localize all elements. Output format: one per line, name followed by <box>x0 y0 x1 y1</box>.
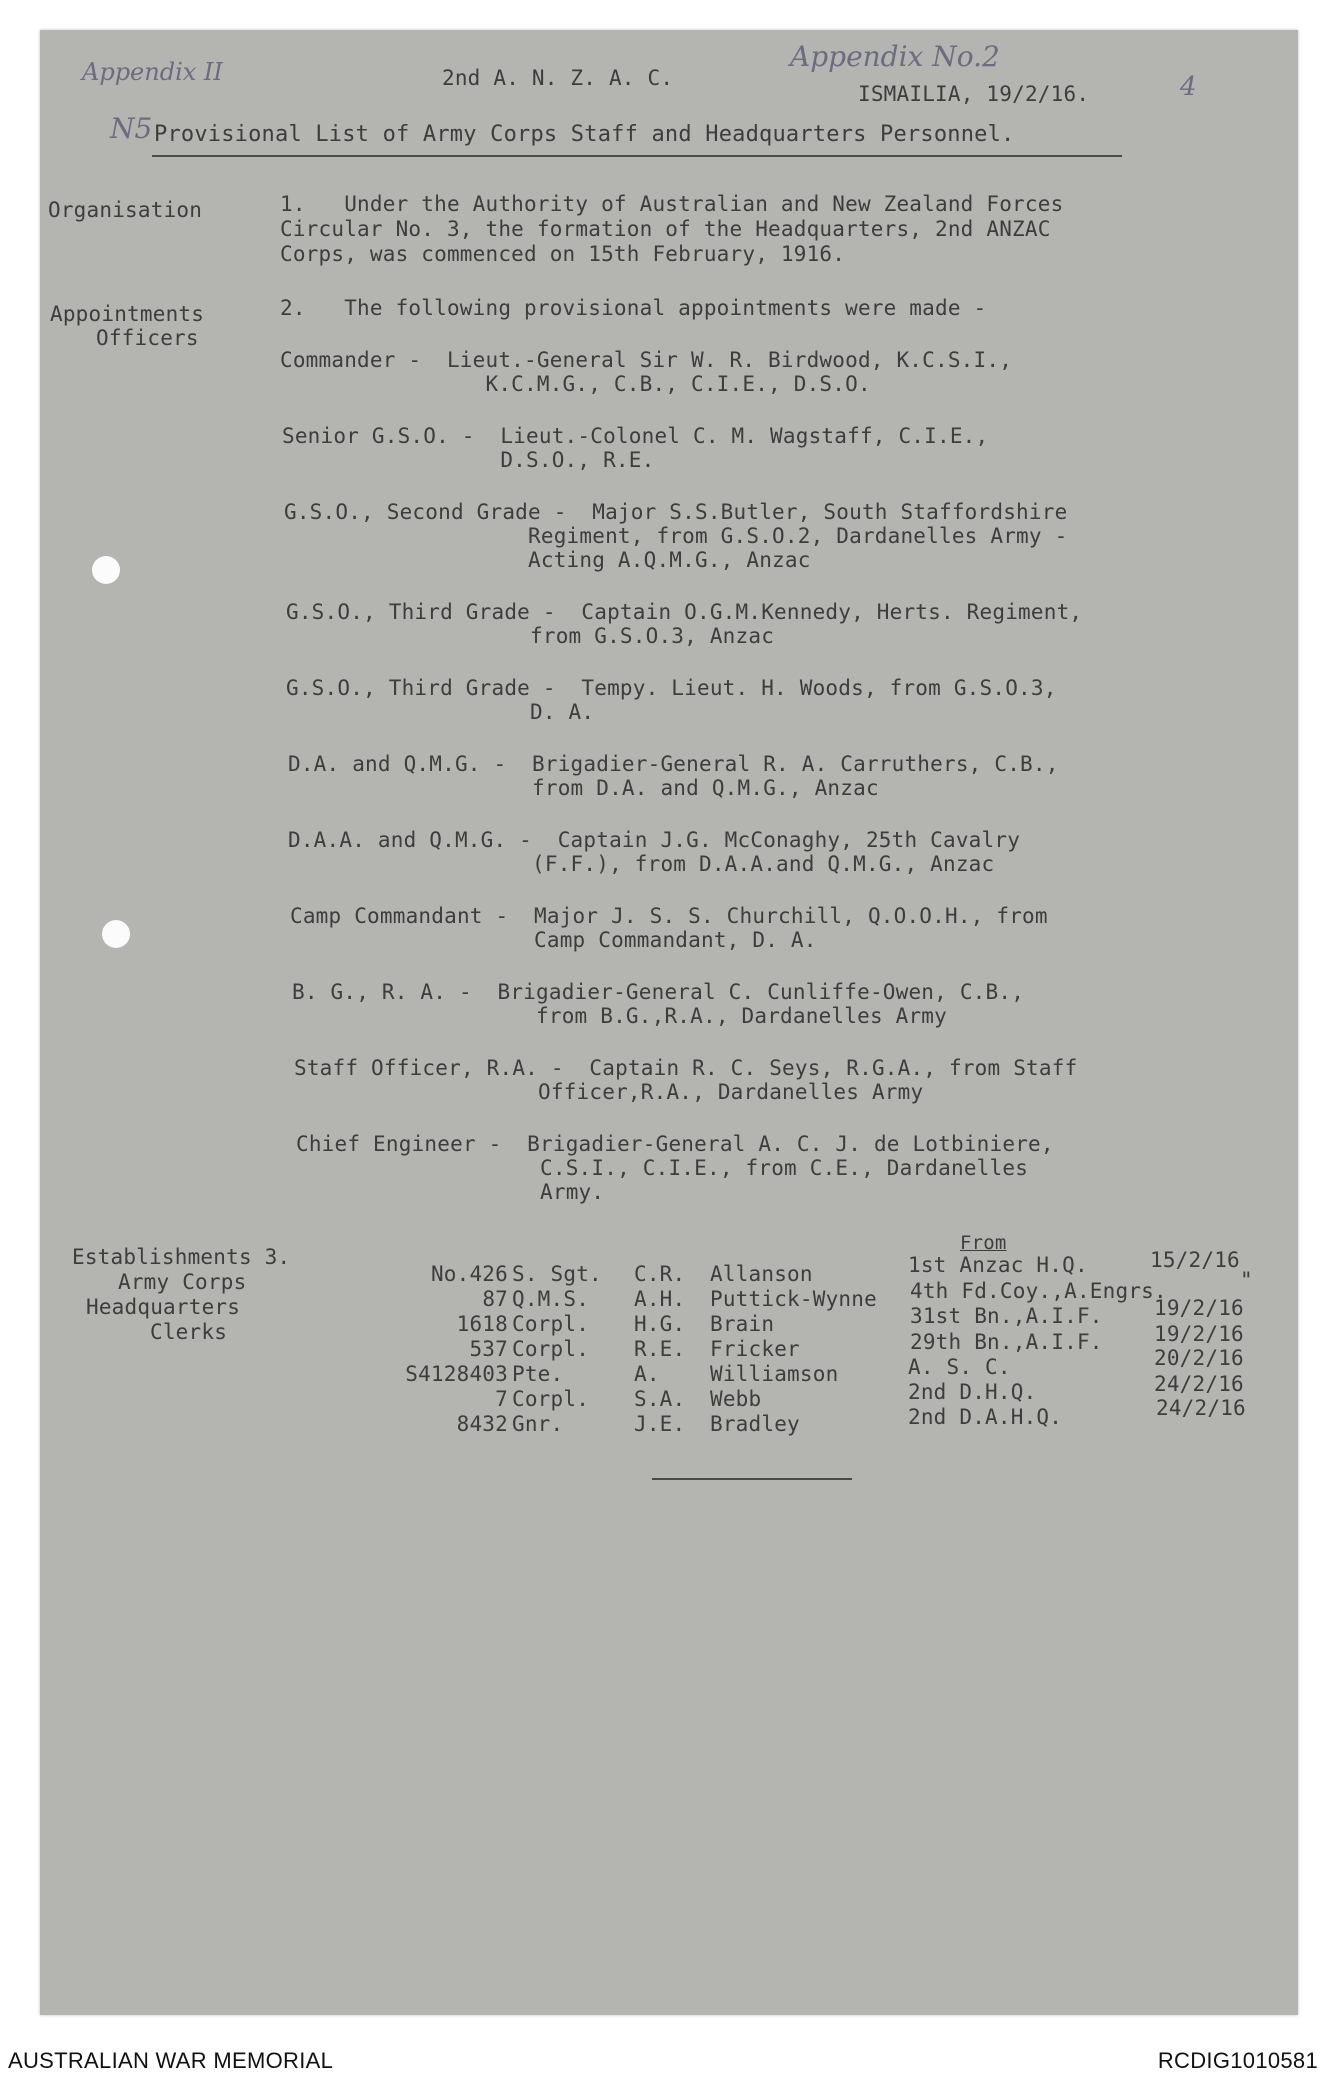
appointment-line: B. G., R. A. - Brigadier-General C. Cunliffe-Owen, C.B., <box>292 980 1025 1004</box>
date: 19/2/16 <box>1154 1322 1244 1346</box>
document-title: Provisional List of Army Corps Staff and Headquarters Personnel. <box>154 122 1015 147</box>
service-number: 87 <box>482 1287 508 1311</box>
rank: Pte. <box>512 1362 564 1386</box>
organisation-line: Circular No. 3, the formation of the Headquarters, 2nd ANZAC <box>280 217 1051 241</box>
rank: Q.M.S. <box>512 1287 590 1311</box>
appointment-line: Camp Commandant, D. A. <box>290 928 817 952</box>
from-unit: 31st Bn.,A.I.F. <box>910 1304 1103 1328</box>
handwritten-appendix-right: Appendix No.2 <box>790 40 1000 73</box>
appointment-line: Regiment, from G.S.O.2, Dardanelles Army - <box>284 524 1068 548</box>
appointment-line: D.A. and Q.M.G. - Brigadier-General R. A. Carruthers, C.B., <box>288 752 1059 776</box>
column-header-from: From <box>960 1232 1007 1254</box>
margin-appointments: Appointments <box>50 302 205 326</box>
margin-headquarters: Headquarters <box>86 1295 241 1319</box>
date: 20/2/16 <box>1154 1346 1244 1370</box>
appointments-intro: 2. The following provisional appointments were made - <box>280 296 987 320</box>
margin-clerks: Clerks <box>150 1320 228 1344</box>
rank: S. Sgt. <box>512 1262 602 1286</box>
date: 24/2/16 <box>1154 1372 1244 1396</box>
appointment-line: Officer,R.A., Dardanelles Army <box>294 1080 924 1104</box>
appointment-line: Army. <box>296 1180 605 1204</box>
from-unit: 2nd D.H.Q. <box>908 1380 1037 1404</box>
appointment-line: G.S.O., Third Grade - Tempy. Lieut. H. Woods, from G.S.O.3, <box>286 676 1057 700</box>
appointment-line: Acting A.Q.M.G., Anzac <box>284 548 811 572</box>
header-place-date: ISMAILIA, 19/2/16. <box>858 82 1090 106</box>
surname: Bradley <box>710 1412 800 1436</box>
appointment-line: D.A.A. and Q.M.G. - Captain J.G. McConaghy, 25th Cavalry <box>288 828 1021 852</box>
service-number: 1618 <box>456 1312 508 1336</box>
surname: Williamson <box>710 1362 839 1386</box>
initials: R.E. <box>634 1337 686 1361</box>
date: 19/2/16 <box>1154 1296 1244 1320</box>
appointment-line: Senior G.S.O. - Lieut.-Colonel C. M. Wagstaff, C.I.E., <box>282 424 989 448</box>
date: 24/2/16 <box>1156 1396 1246 1420</box>
footer-archive-name: AUSTRALIAN WAR MEMORIAL <box>8 2048 334 2073</box>
initials: J.E. <box>634 1412 686 1436</box>
organisation-line: Corps, was commenced on 15th February, 1916. <box>280 242 846 266</box>
handwritten-page-number: 4 <box>1180 72 1197 102</box>
from-unit: 2nd D.A.H.Q. <box>908 1405 1063 1429</box>
appointment-line: Staff Officer, R.A. - Captain R. C. Seys, R.G.A., from Staff <box>294 1056 1078 1080</box>
organisation-line: 1. Under the Authority of Australian and New Zealand Forces <box>280 192 1064 216</box>
initials: A.H. <box>634 1287 686 1311</box>
service-number: 537 <box>469 1337 508 1361</box>
from-unit: 1st Anzac H.Q. <box>908 1253 1088 1277</box>
appointment-line: D.S.O., R.E. <box>282 448 655 472</box>
appointment-line: D. A. <box>286 700 595 724</box>
surname: Brain <box>710 1312 775 1336</box>
surname: Puttick-Wynne <box>710 1287 877 1311</box>
appointment-line: K.C.M.G., C.B., C.I.E., D.S.O. <box>280 372 871 396</box>
margin-organisation: Organisation <box>48 198 203 222</box>
appointment-line: G.S.O., Second Grade - Major S.S.Butler, South Staffordshire <box>284 500 1068 524</box>
initials: S.A. <box>634 1387 686 1411</box>
date: 15/2/16 <box>1150 1248 1240 1272</box>
date: " <box>1240 1268 1253 1292</box>
service-number: 7 <box>495 1387 508 1411</box>
footer-record-id: RCDIG1010581 <box>1157 2048 1318 2073</box>
service-number: No.426 <box>430 1262 508 1286</box>
margin-officers: Officers <box>96 326 199 350</box>
rank: Corpl. <box>512 1337 590 1361</box>
from-unit: 29th Bn.,A.I.F. <box>910 1330 1103 1354</box>
appointment-line: G.S.O., Third Grade - Captain O.G.M.Kennedy, Herts. Regiment, <box>286 600 1083 624</box>
surname: Webb <box>710 1387 762 1411</box>
appointment-line: from B.G.,R.A., Dardanelles Army <box>292 1004 947 1028</box>
initials: H.G. <box>634 1312 686 1336</box>
header-unit: 2nd A. N. Z. A. C. <box>442 66 674 90</box>
appointment-line: (F.F.), from D.A.A.and Q.M.G., Anzac <box>288 852 995 876</box>
service-number: S4128403 <box>405 1362 508 1386</box>
title-underline <box>152 155 1122 157</box>
appointment-line: from G.S.O.3, Anzac <box>286 624 775 648</box>
appointment-line: Commander - Lieut.-General Sir W. R. Birdwood, K.C.S.I., <box>280 348 1013 372</box>
rank: Corpl. <box>512 1387 590 1411</box>
closing-rule <box>652 1478 852 1480</box>
margin-army-corps: Army Corps <box>118 1270 247 1294</box>
from-unit: A. S. C. <box>908 1355 1011 1379</box>
rank: Corpl. <box>512 1312 590 1336</box>
surname: Allanson <box>710 1262 813 1286</box>
rank: Gnr. <box>512 1412 564 1436</box>
from-unit: 4th Fd.Coy.,A.Engrs. <box>910 1279 1167 1303</box>
appointment-line: Chief Engineer - Brigadier-General A. C. J. de Lotbiniere, <box>296 1132 1054 1156</box>
margin-establishments: Establishments 3. <box>72 1245 291 1269</box>
punch-hole <box>92 556 120 584</box>
service-number: 8432 <box>456 1412 508 1436</box>
initials: C.R. <box>634 1262 686 1286</box>
surname: Fricker <box>710 1337 800 1361</box>
appointment-line: C.S.I., C.I.E., from C.E., Dardanelles <box>296 1156 1029 1180</box>
initials: A. <box>634 1362 660 1386</box>
handwritten-appendix-left: Appendix II <box>82 58 223 86</box>
appointment-line: Camp Commandant - Major J. S. S. Churchill, Q.O.O.H., from <box>290 904 1048 928</box>
punch-hole <box>102 920 130 948</box>
appointment-line: from D.A. and Q.M.G., Anzac <box>288 776 879 800</box>
handwritten-ref-mark: N5 <box>110 112 153 145</box>
